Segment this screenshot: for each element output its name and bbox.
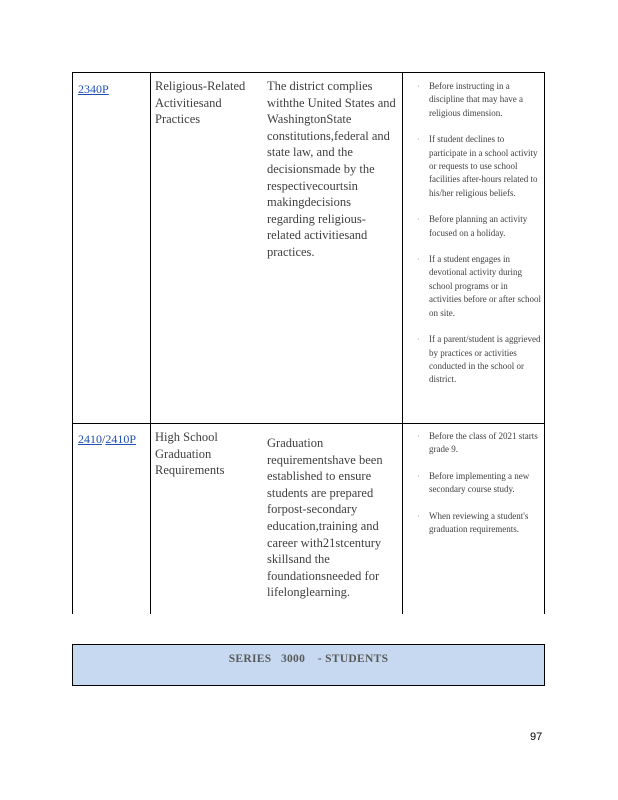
trigger-item: · Before instructing in a discipline that may have a religious dimension.: [417, 81, 523, 118]
table-row-code-cell: [78, 430, 150, 448]
policy-table: [72, 72, 545, 614]
bullet-icon: ·: [417, 215, 420, 225]
trigger-item: · Before the class of 2021 starts grade 9.: [417, 431, 538, 455]
code-separator: /: [102, 432, 106, 446]
bullet-icon: ·: [417, 432, 420, 441]
table-left-border: [72, 72, 73, 614]
policy-link-2340p[interactable]: 2340P: [78, 82, 109, 96]
trigger-item: · Before planning an activity focused on a holiday.: [417, 214, 528, 238]
policy-description: Graduation requirementshave been established to ensure students are prepared forpost-secondary education,training and career with21stcentury skillsand the foundationsneeded for lifelonglearning.: [267, 436, 383, 600]
policy-title: High School Graduation Requirements: [155, 430, 225, 477]
bullet-icon: ·: [417, 135, 420, 145]
trigger-item: · Before implementing a new secondary course study.: [417, 470, 530, 495]
table-row-code-cell: [78, 80, 148, 98]
trigger-item: · When reviewing a student's graduation requirements.: [417, 510, 529, 535]
trigger-list: [417, 80, 541, 400]
table-right-border: [544, 72, 545, 614]
column-divider: [402, 72, 403, 614]
trigger-item: · If a student engages in devotional activity during school programs or in activities before or after school on site.: [417, 254, 541, 318]
page-number: 97: [530, 731, 543, 743]
series-label: SERIES 3000 - STUDENTS: [228, 653, 389, 665]
policy-link-2410p[interactable]: 2410P: [105, 432, 137, 446]
series-banner: [72, 644, 545, 686]
row-divider: [72, 423, 545, 424]
bullet-icon: ·: [417, 82, 420, 91]
bullet-icon: ·: [417, 255, 420, 265]
policy-link-2410[interactable]: 2410: [78, 432, 102, 446]
table-top-border: [72, 72, 545, 73]
column-divider: [150, 72, 151, 614]
bullet-icon: ·: [417, 511, 420, 521]
bullet-icon: ·: [417, 471, 420, 481]
trigger-item: · If student declines to participate in a school activity or requests to use school facilities after-hours related to his/her religious beliefs.: [417, 134, 538, 198]
trigger-item: · If a parent/student is aggrieved by practices or activities conducted in the school or district.: [417, 334, 541, 385]
policy-description: The district complies withthe United States and WashingtonState constitutions,federal and state law, and the decisionsmade by the respectivecourtsin makingdecisions regarding religious-related activitiesand practices.: [267, 79, 396, 259]
trigger-list: [417, 430, 541, 549]
policy-title: Religious-Related Activitiesand Practices: [155, 79, 246, 126]
bullet-icon: ·: [417, 335, 420, 345]
